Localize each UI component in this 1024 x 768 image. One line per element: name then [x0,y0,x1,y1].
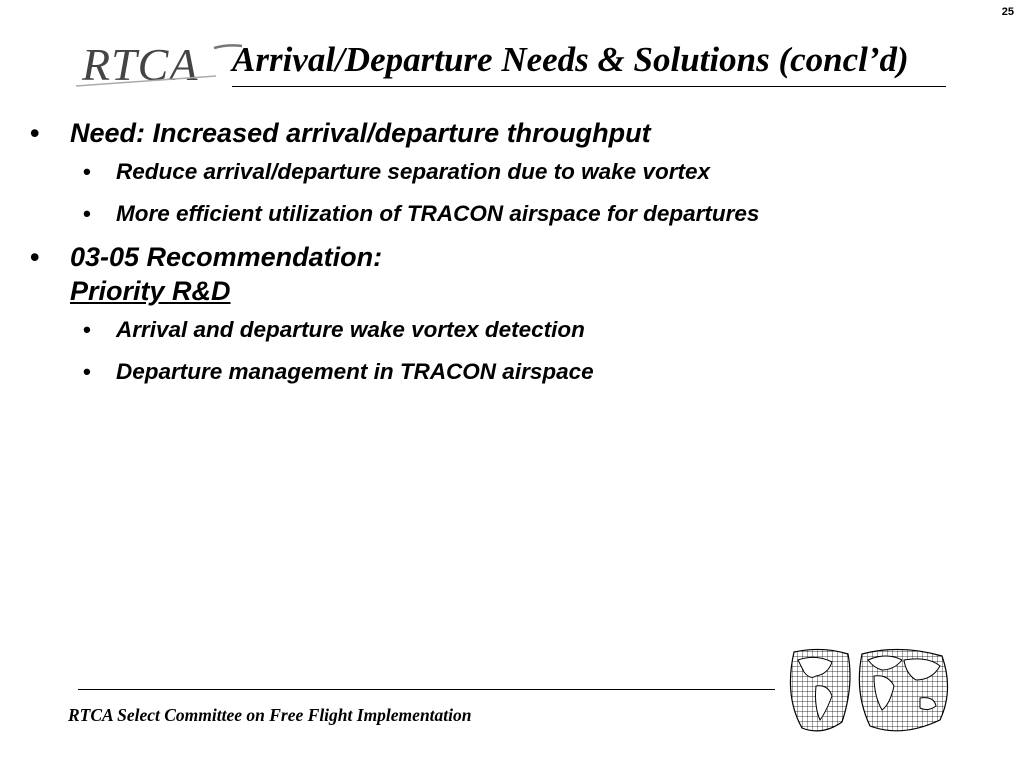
sub-bullet [0,200,1024,228]
bullet-icon: • [83,317,91,342]
sub-bullet-text: More efficient utilization of TRACON airspace for departures [116,201,760,226]
bullet-text: Need: Increased arrival/departure throughput [70,118,651,148]
world-map-globe-icon [782,646,954,736]
sub-bullet-text: Reduce arrival/departure separation due to wake vortex [116,159,710,184]
slide-title: Arrival/Departure Needs & Solutions (concl’d) [232,40,909,79]
bullet-icon: • [30,242,40,272]
bullet-icon: • [83,359,91,384]
sub-bullet [0,158,1024,186]
sub-bullet [0,316,1024,344]
bullet-icon: • [30,118,40,148]
rtca-logo [76,36,246,92]
rtca-logo-text: RTCA [82,39,199,90]
bullet-need [0,116,1024,150]
bullet-icon: • [83,201,91,226]
page-number: 25 [1001,6,1014,18]
bullet-recommendation [0,240,1024,308]
sub-bullet [0,358,1024,386]
title-underline [232,86,946,87]
priority-label: Priority R&D [70,276,231,306]
sub-bullet-text: Departure management in TRACON airspace [116,359,594,384]
footer-rule [78,689,775,690]
bullet-icon: • [83,159,91,184]
sub-bullet-text: Arrival and departure wake vortex detection [116,317,585,342]
bullet-list [0,116,1024,400]
bullet-text: 03-05 Recommendation: [70,242,383,272]
footer-text: RTCA Select Committee on Free Flight Implementation [68,705,472,725]
